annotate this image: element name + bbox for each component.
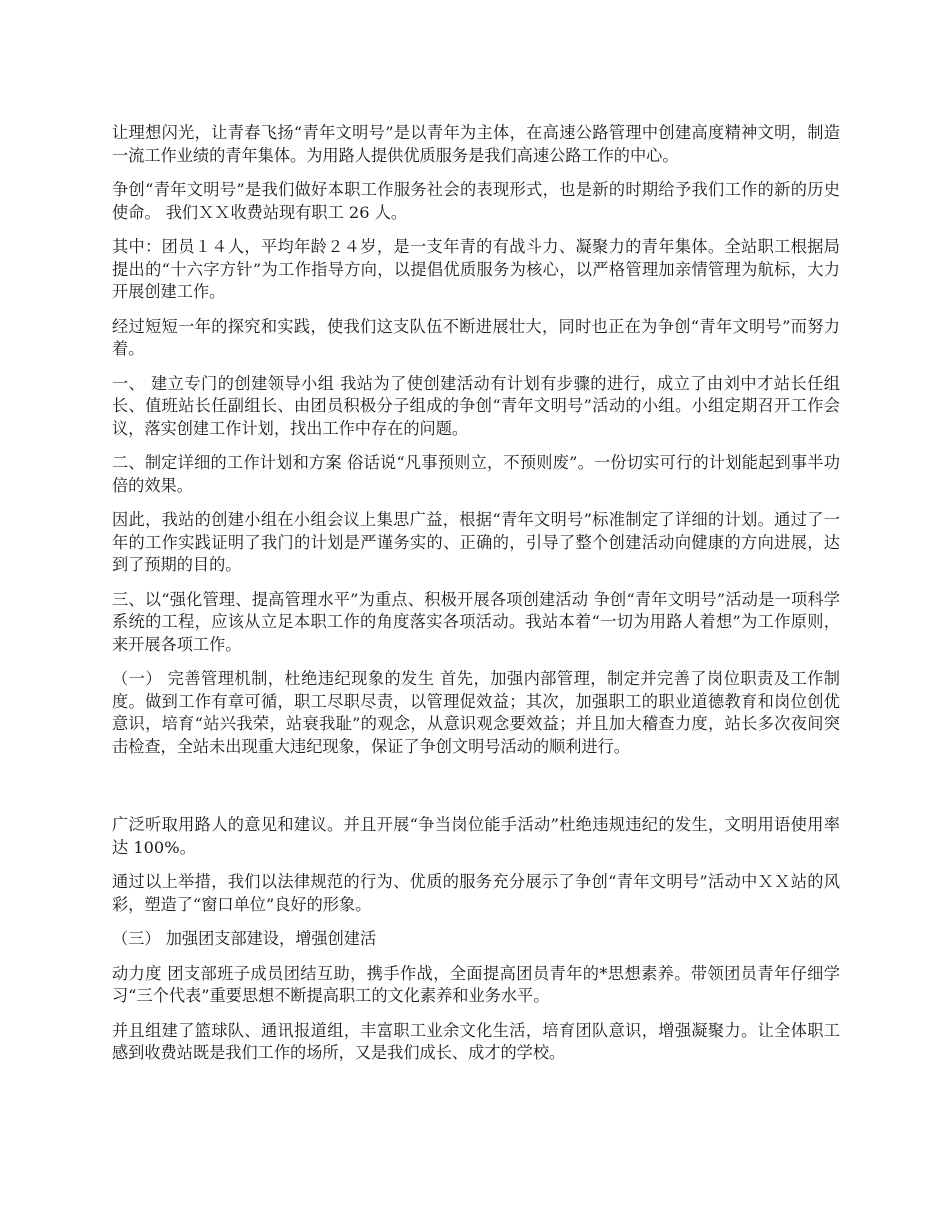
section-one-paragraph: 一、 建立专门的创建领导小组 我站为了使创建活动有计划有步骤的进行，成立了由刘中才站长任组长、值班站长任副组长、由团员积极分子组成的争创“青年文明号”活动的小组。小组定期召开工作会议，落实创建工作计划，找出工作中存在的问题。 — [112, 373, 840, 438]
subsection-three-heading: （三） 加强团支部建设，增强创建活 — [112, 929, 377, 948]
paragraph: 经过短短一年的探究和实践，使我们这支队伍不断进展壮大，同时也正在为争创“青年文明号”而努力着。 — [112, 316, 840, 358]
document-page — [112, 122, 840, 1077]
paragraph: 广泛听取用路人的意见和建议。并且开展“争当岗位能手活动”杜绝违规违纪的发生，文明用语使用率达 100%。 — [112, 815, 840, 857]
paragraph: 争创“青年文明号”是我们做好本职工作服务社会的表现形式，也是新的时期给予我们工作的新的历史使命。 我们ＸＸ收费站现有职工 26 人。 — [112, 180, 840, 222]
paragraph: 因此，我站的创建小组在小组会议上集思广益，根据“青年文明号”标准制定了详细的计划。通过了一年的工作实践证明了我门的计划是严谨务实的、正确的，引导了整个创建活动向健康的方向进展，达到了预期的目的。 — [112, 510, 840, 574]
section-three-paragraph: 三、以“强化管理、提高管理水平”为重点、积极开展各项创建活动 争创“青年文明号”活动是一项科学系统的工程，应该从立足本职工作的角度落实各项活动。我站本着“一切为用路人着想”为工作原则，来开展各项工作。 — [112, 589, 840, 654]
paragraph: 让理想闪光，让青春飞扬“青年文明号”是以青年为主体，在高速公路管理中创建高度精神文明，制造一流工作业绩的青年集体。为用路人提供优质服务是我们高速公路工作的中心。 — [112, 123, 840, 165]
paragraph: 通过以上举措，我们以法律规范的行为、优质的服务充分展示了争创“青年文明号”活动中ＸＸ站的风彩，塑造了“窗口单位”良好的形象。 — [112, 872, 840, 914]
section-two-paragraph: 二、制定详细的工作计划和方案 俗话说“凡事预则立，不预则废”。一份切实可行的计划能起到事半功倍的效果。 — [112, 453, 840, 495]
paragraph: 动力度 团支部班子成员团结互助，携手作战，全面提高团员青年的*思想素养。带领团员青年仔细学习“三个代表”重要思想不断提高职工的文化素养和业务水平。 — [112, 963, 840, 1005]
subsection-one-paragraph: （一） 完善管理机制，杜绝违纪现象的发生 首先，加强内部管理，制定并完善了岗位职责及工作制度。做到工作有章可循，职工尽职尽责，以管理促效益；其次，加强职工的职业道德教育和岗位创优意识，培育“站兴我荣，站衰我耻”的观念，从意识观念要效益；并且加大稽查力度，站长多次夜间突击检查，全站未出现重大违纪现象，保证了争创文明号活动的顺利进行。 — [112, 669, 840, 756]
section-gap — [112, 770, 840, 814]
paragraph: 并且组建了篮球队、通讯报道组，丰富职工业余文化生活，培育团队意识，增强凝聚力。让全体职工感到收费站既是我们工作的场所，又是我们成长、成才的学校。 — [112, 1020, 840, 1062]
paragraph: 其中：团员１４人，平均年龄２４岁，是一支年青的有战斗力、凝聚力的青年集体。全站职工根据局提出的“十六字方针”为工作指导方向，以提倡优质服务为核心，以严格管理加亲情管理为航标，大力开展创建工作。 — [112, 237, 840, 301]
